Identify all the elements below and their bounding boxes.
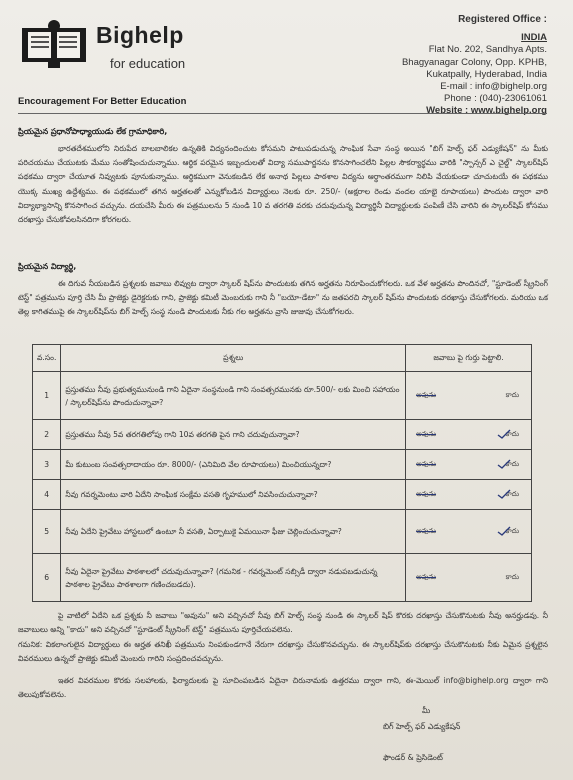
- table-row: [33, 420, 532, 450]
- row-question: నీవు ఏదైనా ప్రైవేటు పాఠశాలలో చదువుచున్నావా? (గమనిక - గవర్నమెంట్ సబ్సిడీ ద్వారా నడుపబడుచున్న పాఠశాల ప్రైవేటు పాఠశాలగా గణించబడదు).: [61, 554, 406, 602]
- salutation-student: ప్రియమైన విద్యార్థి,: [18, 262, 77, 271]
- result-paragraph: పై వాటిలో ఏదేని ఒక ప్రశ్నకు నీ జవాబు "అవును" అని వచ్చినచో నీవు బిగ్ హెల్ప్ సంస్థ నుండి ఈ స్కాలర్ షిప్ కొరకు దరఖాస్తు చేసుకొనుటకు నీవు అనర్హుడవు. నీ జవాబులు అన్ని "కాదు" అని వచ్చినచో "స్టూడెంట్ స్క్రీనింగ్ టెస్ట్" పత్రమును పూర్తిచేయవలెను.: [18, 611, 548, 635]
- table-row: [33, 480, 532, 510]
- tick-mark-icon: [497, 459, 511, 469]
- answer-no[interactable]: కాదు: [505, 459, 519, 468]
- table-row: [33, 372, 532, 420]
- answer-yes[interactable]: అవును: [416, 572, 437, 581]
- row-question: మీ కుటుంబ సంవత్సరాదాయం రూ. 8000/- (ఎనిమిది వేల రూపాయలు) మించియున్నదా?: [61, 450, 406, 480]
- answer-cell[interactable]: [406, 420, 532, 450]
- row-question: ప్రస్తుతము నీవు ప్రభుత్వమునుండి గాని ఏదైనా సంస్థనుండి గాని సంవత్సరమునకు రూ.500/- లకు మించి సహాయం / స్కాలర్‌షిప్‌ను పొందుచున్నావా?: [61, 372, 406, 420]
- row-question: ప్రస్తుతము నీవు 5వ తరగతిలోపు గాని 10వ తరగతి పైన గాని చదువుచున్నావా?: [61, 420, 406, 450]
- answer-yes[interactable]: అవును: [416, 526, 437, 535]
- intro-paragraph: భారతదేశములోని నిరుపేద బాలబాలికల ఉన్నతికి విద్యనందించుట కోసమని పాటుపడుచున్న సాంఘిక సేవా సంస్థ అయిన "బిగ్ హెల్ప్ ఫర్ ఎడ్యుకేషన్" ను మీకు పరిచయము చేయుటకు మేము సంతోషించుచున్నాము. ఆర్థిక పరమైన ఇబ్బందులతో విద్యా సముపార్జనను కొనసాగించలేని పిల్లల సౌకర్యార్థము వారికి "స్పాన్సర్ ఎ చైల్డ్" స్కాలర్‌షిప్ పథకము ద్వారా చేయూత నివ్వుటకు పూనుకున్నాము. ఆర్థికముగా వెనుకబడిన లేక అనాథ పిల్లలు పాఠశాల విద్యను ఆర్థాంతరముగా నిలిపి వేయకుండా చూచుటయే ఈ పథకము యొక్క ముఖ్య ఉద్దేశ్యము. ఈ పథకములో తగిన అర్హతలతో ఎన్నుకోబడిన విద్యార్థులు నెలకు రూ. 250/- (అక్షరాల రెండు వందల యాభై రూపాయలు) పొందుట ద్వారా వారి విద్యాభ్యాసాన్ని కొనసాగించ వచ్చును. దయచేసి మీరు ఈ పత్రములను 5 నుండి 10 వ తరగతి వరకు చదువుచున్న విద్యార్థినీ విద్యార్థులకు పంపిణీ చేసి వారిని ఈ స్కాలర్‌షిప్ కోసము దరఖాస్తు చేసుకోవలసినదిగా కోరగలరు.: [18, 144, 548, 225]
- office-address-line: Kukatpally, Hyderabad, India: [426, 68, 547, 80]
- row-question: నీవు గవర్నమెంటు వారి ఏదేని సాంఘిక సంక్షేమ వసతి గృహములో నివసించుచున్నావా?: [61, 480, 406, 510]
- answer-yes[interactable]: అవును: [416, 390, 437, 399]
- answer-cell[interactable]: [406, 480, 532, 510]
- office-phone: Phone : (040)-23061061: [444, 93, 547, 105]
- answer-no[interactable]: కాదు: [505, 390, 519, 399]
- table-row: [33, 554, 532, 602]
- tick-mark-icon: [497, 526, 511, 536]
- table-row: [33, 450, 532, 480]
- salutation-headmaster: ప్రియమైన ప్రధానోపాధ్యాయుడు లేక గ్రామాధికారి,: [18, 127, 168, 136]
- signature-title: ఫౌండర్ & ప్రెసిడెంట్: [383, 753, 443, 762]
- table-row: [33, 510, 532, 554]
- office-address-line: Bhagyanagar Colony, Opp. KPHB,: [401, 56, 547, 68]
- answer-yes[interactable]: అవును: [416, 459, 437, 468]
- office-website: Website : www.bighelp.org: [426, 105, 547, 117]
- answer-no[interactable]: కాదు: [505, 572, 519, 581]
- answer-cell[interactable]: [406, 372, 532, 420]
- col-header-answer: జవాబు పై గుర్తు పెట్టాలి.: [406, 345, 532, 372]
- answer-cell[interactable]: [406, 554, 532, 602]
- answer-cell[interactable]: [406, 510, 532, 554]
- answer-yes[interactable]: అవును: [416, 489, 437, 498]
- answer-no[interactable]: కాదు: [505, 489, 519, 498]
- row-number: 4: [33, 480, 61, 510]
- office-address-line: Flat No. 202, Sandhya Apts.: [428, 44, 547, 56]
- header-divider: [18, 113, 547, 114]
- student-paragraph: ఈ దిగువ నీయబడిన ప్రశ్నలకు జవాబు లివ్వుట ద్వారా స్కాలర్ షిప్‌ను పొందుటకు తగిన అర్హతను నిరూపించుకోగలరు. ఒక వేళ అర్హతను పొందినచో, "స్టూడెంట్ స్క్రీనింగ్ టెస్ట్" పత్రమును పూర్తి చేసి మీ ప్రాజెక్టు డైరెక్టరుకు గాని, ప్రాజెక్టు కమిటీ మెంబరుకు గాని నీ "బయో-డేటా" ను జతపరచి స్కాలర్ షిప్‌ను పొందుటకు దరఖాస్తు చేసుకోగలరు. మరియు ఒక తెల్ల కాగితముపై ఈ స్కాలర్‌షిప్‌ను బిగ్ హెల్ప్ సంస్థ నుండి పొందుటకు నీకు గల అర్హతను వ్రాసి జుజువు చేసుకోగలరు.: [18, 279, 548, 317]
- tick-mark-icon: [497, 489, 511, 499]
- answer-cell[interactable]: [406, 450, 532, 480]
- col-header-sno: వ.సం.: [33, 345, 61, 372]
- office-heading: Registered Office :: [458, 14, 547, 25]
- brand-subtitle: for education: [110, 56, 186, 71]
- col-header-questions: ప్రశ్నలు: [61, 345, 406, 372]
- answer-yes[interactable]: అవును: [416, 429, 437, 438]
- office-country: INDIA: [521, 32, 547, 44]
- answer-no[interactable]: కాదు: [505, 526, 519, 535]
- row-number: 5: [33, 510, 61, 554]
- eligibility-table: [32, 344, 532, 602]
- tick-mark-icon: [497, 429, 511, 439]
- table-header-row: [33, 345, 532, 372]
- row-number: 2: [33, 420, 61, 450]
- tagline: Encouragement For Better Education: [18, 96, 187, 107]
- answer-no[interactable]: కాదు: [505, 429, 519, 438]
- row-number: 6: [33, 554, 61, 602]
- note-paragraph: గమనిక: వికలాంగులైన విద్యార్థులు ఈ అర్హత తనిఖీ పత్రమును నింపకుండగానే నేరుగా దరఖాస్తు చేసుకొనవచ్చును. ఈ స్కాలర్‌షిప్‌కు దరఖాస్తు చేసుకొనుటకు నీకు ఏమైన ప్రశ్నలైన వివరములు ఉన్నచో ప్రాజెక్టు కమిటీ మెంబరు గారిని సంప్రదించవచ్చును.: [18, 640, 548, 664]
- contact-paragraph: ఇతర వివరముల కొరకు సలహాలకు, ఫిర్యాదులకు పై సూచింపబడిన ఏదైనా చిరునామకు ఉత్తరము ద్వారా గాని, ఈ-మెయిల్ info@bighelp.org ద్వారా గాని తెలుపుకోవలెను.: [18, 676, 548, 700]
- bighelp-logo-icon: [20, 18, 88, 70]
- brand-name: Bighelp: [96, 22, 184, 48]
- registered-office: [347, 14, 547, 118]
- row-number: 1: [33, 372, 61, 420]
- row-question: నీవు ఏదేని ప్రైవేటు హాస్టలులో ఉంటూ నీ వసతి, ఏర్పాటుకై ఏమయినా ఫీజు చెల్లించుచున్నావా?: [61, 510, 406, 554]
- row-number: 3: [33, 450, 61, 480]
- closing: మీ: [422, 706, 431, 715]
- office-email: E-mail : info@bighelp.org: [440, 81, 547, 93]
- signature-org: బిగ్ హెల్ప్ ఫర్ ఎడ్యుకేషన్: [383, 722, 461, 731]
